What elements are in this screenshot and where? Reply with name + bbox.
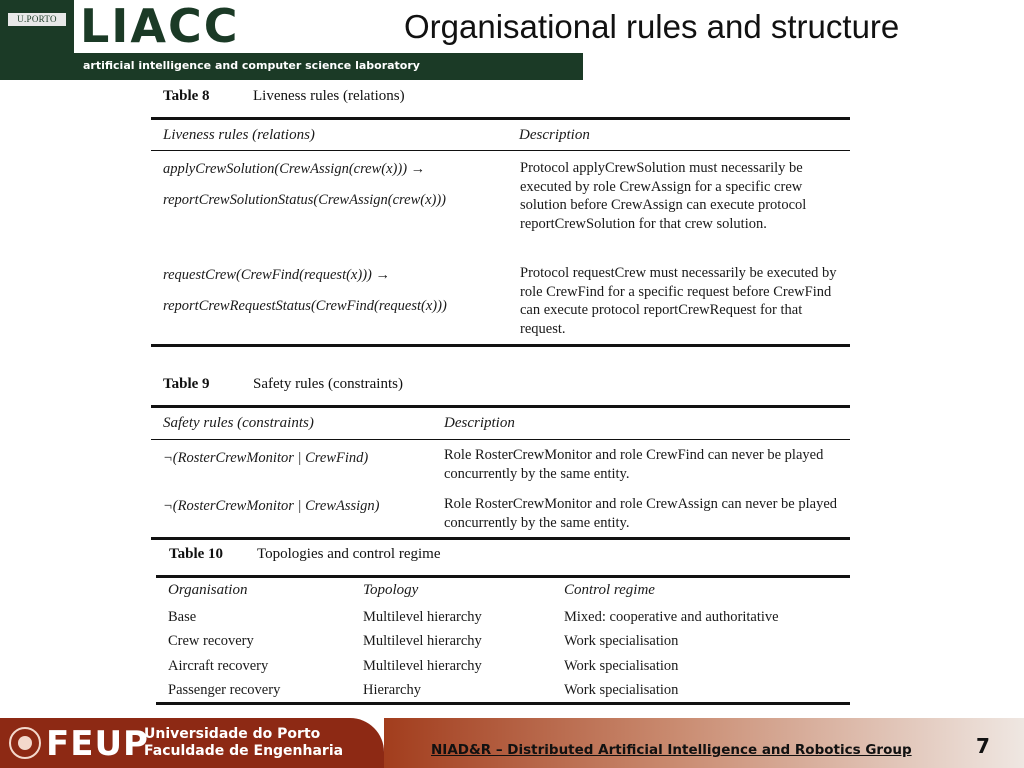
table8-row1-rule-line2: reportCrewSolutionStatus(CrewAssign(crew(x))) (163, 192, 446, 208)
table9-header-rules: Safety rules (constraints) (163, 415, 314, 431)
faculty-name (144, 726, 343, 760)
table10-row3-organisation: Aircraft recovery (168, 658, 269, 674)
table10-row3-topology: Multilevel hierarchy (363, 658, 482, 674)
table10-top-rule (156, 575, 850, 578)
table10-row3-control: Work specialisation (564, 658, 679, 674)
faculty-line: Faculdade de Engenharia (144, 743, 344, 759)
feup-logo: FEUP (46, 724, 149, 764)
table10-row1-organisation: Base (168, 609, 197, 625)
table10-row2-topology: Multilevel hierarchy (363, 633, 482, 649)
table9-row1-description: Role RosterCrewMonitor and role CrewFind can never be played concurrently by the same entity. (444, 447, 824, 482)
slide-title: Organisational rules and structure (404, 8, 900, 45)
table10-title: Topologies and control regime (257, 546, 441, 562)
table10-row4-control: Work specialisation (564, 682, 679, 698)
table8-header-rule (151, 150, 850, 151)
table8-row2-description: Protocol requestCrew must necessarily be executed by role CrewFind for a specific request before CrewFind can execute protocol reportCrewRequest for that request. (520, 265, 837, 337)
table9-title: Safety rules (constraints) (253, 376, 403, 392)
lab-name: artificial intelligence and computer science laboratory (83, 59, 420, 72)
table8-row1-rule-line1: applyCrewSolution(CrewAssign(crew(x))) → (163, 161, 426, 177)
table10-row4-topology: Hierarchy (363, 682, 421, 698)
table8-row1-description: Protocol applyCrewSolution must necessarily be executed by role CrewAssign for a specific crew solution before CrewAssign can execute protocol reportCrewSolution for that crew solution. (520, 160, 807, 232)
table8-header-description: Description (519, 127, 590, 143)
liacc-logo: LIACC (80, 0, 240, 53)
table10-caption (169, 546, 441, 563)
table8-top-rule (151, 117, 850, 120)
table9-number: Table 9 (163, 376, 210, 392)
page-number: 7 (976, 734, 990, 758)
table10-row1-topology: Multilevel hierarchy (363, 609, 482, 625)
table8-row2-rule-line2: reportCrewRequestStatus(CrewFind(request(x))) (163, 298, 447, 314)
table9-bottom-rule (151, 537, 850, 540)
table8-row2-rule-line1: requestCrew(CrewFind(request(x))) → (163, 267, 390, 283)
table8-header-rules: Liveness rules (relations) (163, 127, 315, 143)
table10-header-organisation: Organisation (168, 582, 248, 598)
table10-row2-organisation: Crew recovery (168, 633, 254, 649)
university-name: Universidade do Porto (144, 726, 321, 742)
table9-caption (163, 376, 403, 393)
table10-row2-control: Work specialisation (564, 633, 679, 649)
uporto-logo: U.PORTO (8, 13, 66, 26)
table9-row1-rule: ¬(RosterCrewMonitor | CrewFind) (163, 450, 369, 466)
table9-row2-description: Role RosterCrewMonitor and role CrewAssign can never be played concurrently by the same entity. (444, 496, 838, 531)
university-seal-icon (9, 727, 41, 759)
table9-top-rule (151, 405, 850, 408)
table10-header-topology: Topology (363, 582, 419, 598)
table8-number: Table 8 (163, 88, 210, 104)
table8-caption (163, 88, 405, 105)
table10-bottom-rule (156, 702, 850, 705)
table10-header-control-regime: Control regime (564, 582, 655, 598)
table9-header-description: Description (444, 415, 515, 431)
table8-bottom-rule (151, 344, 850, 347)
table10-number: Table 10 (169, 546, 224, 562)
table9-row2-rule: ¬(RosterCrewMonitor | CrewAssign) (163, 498, 380, 514)
table10-row1-control: Mixed: cooperative and authoritative (564, 609, 779, 625)
table8-title: Liveness rules (relations) (253, 88, 405, 104)
table10-row4-organisation: Passenger recovery (168, 682, 281, 698)
research-group-name: NIAD&R – Distributed Artificial Intelligence and Robotics Group (431, 742, 912, 758)
table9-header-rule (151, 439, 850, 440)
